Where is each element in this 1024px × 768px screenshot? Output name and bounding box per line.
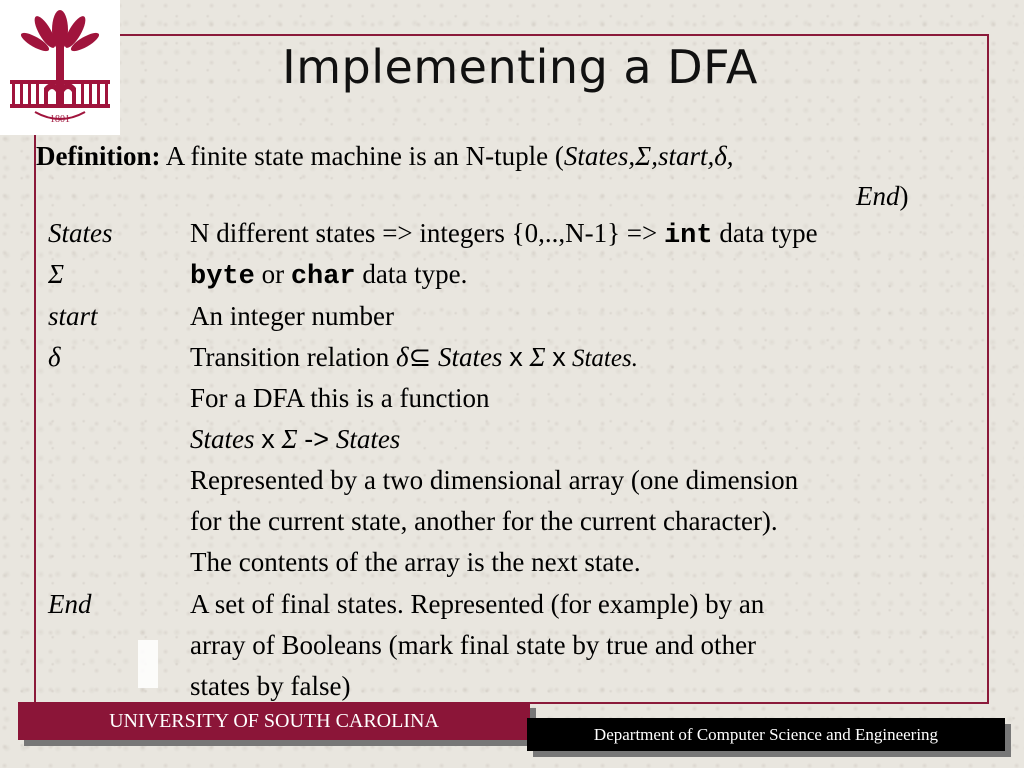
desc-sigma: [190, 259, 467, 292]
func-sigma: Σ: [274, 424, 305, 454]
usc-logo: [0, 0, 120, 135]
func-cross: x: [261, 424, 275, 454]
desc-delta-line6: The contents of the array is the next state.: [190, 547, 641, 577]
desc-sigma-tail: data type.: [355, 259, 468, 289]
func-arrow: ->: [304, 424, 330, 454]
delta-states: States: [431, 342, 510, 372]
definition-end: [856, 180, 909, 212]
desc-delta-line2: For a DFA this is a function: [190, 383, 490, 413]
term-sigma: Σ: [48, 259, 65, 289]
func-states-2: States: [329, 424, 401, 454]
cross-symbol: x: [509, 342, 523, 372]
definition-line: [36, 140, 734, 172]
footer-university: UNIVERSITY OF SOUTH CAROLINA: [18, 702, 530, 740]
term-start: start: [48, 301, 98, 331]
desc-end-line2: array of Booleans (mark final state by true and other: [190, 630, 757, 660]
svg-text:1801: 1801: [50, 114, 70, 125]
desc-end-line3: states by false): [190, 671, 351, 701]
delta-sigma: Σ: [522, 342, 553, 372]
term-delta: δ: [48, 342, 61, 372]
slide-title: Implementing a DFA: [282, 40, 758, 94]
code-byte: byte: [190, 262, 255, 292]
desc-states-tail: data type: [712, 218, 818, 248]
desc-delta-line5: for the current state, another for the current character).: [190, 506, 778, 536]
decorative-mark: [138, 640, 158, 688]
code-char: char: [290, 262, 356, 292]
desc-end-line1: A set of final states. Represented (for example) by an: [190, 589, 765, 619]
desc-sigma-or: or: [254, 259, 291, 289]
desc-start: An integer number: [190, 301, 394, 331]
definition-tuple: States,Σ,start,δ,: [563, 141, 734, 171]
func-states: States: [190, 424, 262, 454]
desc-states-text: N different states => integers {0,..,N-1} =>: [190, 218, 664, 248]
definition-label: Definition:: [36, 141, 161, 171]
desc-delta-line1: [190, 342, 638, 373]
desc-delta-line3: [190, 424, 400, 455]
footer-department: Department of Computer Science and Engineering: [527, 718, 1005, 751]
palmetto-tree-icon: [0, 0, 120, 135]
subset-symbol: ⊆: [408, 342, 432, 372]
term-states: States: [48, 218, 113, 248]
definition-end-word: End: [856, 181, 900, 211]
delta-line1-a: Transition relation: [190, 342, 396, 372]
desc-delta-line4: Represented by a two dimensional array (one dimension: [190, 465, 799, 495]
definition-text: A finite state machine is an N-tuple (: [165, 141, 564, 171]
definition-close: ): [899, 181, 909, 211]
term-end: End: [48, 589, 92, 619]
delta-states-2: States.: [565, 345, 638, 372]
cross-symbol-2: x: [552, 342, 566, 372]
delta-symbol: δ: [396, 342, 409, 372]
desc-states: [190, 218, 818, 251]
code-int: int: [663, 221, 713, 251]
